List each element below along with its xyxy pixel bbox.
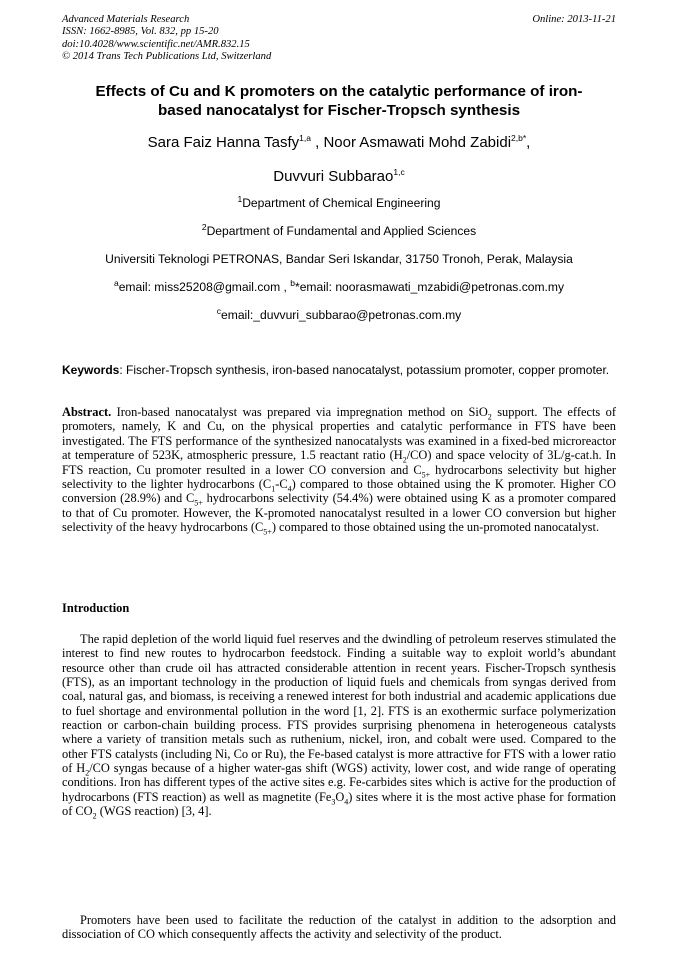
email-c[interactable]: email:_duvvuri_subbarao@petronas.com.my [221, 308, 462, 322]
abstract: Abstract. Iron-based nanocatalyst was prepared via impregnation method on SiO$_2$ support. The effects of promoters, namely, K and Cu, on the physical properties and catalytic performance in FTS have been investigated. The FTS performance of the synthesized nanocatalysts was examined in a fixed-bed microreactor at temperature of 523K, atmospheric pressure, 1.5 reactant ratio $(H_2/CO)$ and space velocity of 3L/g-cat.h. In FTS reaction, Cu promoter resulted in a lower CO conversion and $C_{5+}$ hydrocarbons selectivity but higher selectivity to the lighter hydrocarbons $(C_1-C_4)$ compared to those obtained using the K promoter. Higher CO conversion (28.9%) and $C_{5+}$ hydrocarbons selectivity (54.4%) were obtained using K as a promoter compared to that of Cu promoter. However, the K-promoted nanocatalyst resulted in a lower CO conversion but higher selectivity of the heavy hydrocarbons $(C_{5+})$ compared to those obtained using the un-promoted nanocatalyst. [62, 405, 617, 537]
doi-line: doi:10.4028/www.scientific.net/AMR.832.15 [62, 38, 250, 50]
issn-line: ISSN: 1662-8985, Vol. 832, pp 15-20 [62, 26, 219, 38]
author-1-sup: 1,a [299, 133, 311, 143]
email-line-1: $^a$email: miss25208@gmail.com , $^b$*email: noorasmawati_mzabidi@petronas.com.my [113, 277, 565, 294]
email-line-2: $^c$email:_duvvuri_subbarao@petronas.com.my [216, 305, 462, 322]
paper-title [62, 82, 616, 120]
author-1-name: Sara Faiz Hanna Tasfy [147, 134, 300, 151]
author-2-sup: 2,b* [511, 133, 527, 143]
author-line-2 [62, 160, 616, 194]
online-date: Online: 2013-11-21 [532, 14, 616, 25]
abstract-label: Abstract. [62, 405, 112, 419]
author-list [62, 126, 616, 194]
author-2-name: , Noor Asmawati Mohd Zabidi [310, 134, 512, 151]
author-3-name: Duvvuri Subbarao [273, 168, 394, 185]
copyright-line: © 2014 Trans Tech Publications Ltd, Switzerland [62, 51, 272, 63]
keywords [62, 362, 616, 378]
author-line-1 [62, 126, 616, 160]
affiliation-1-sup: 1 [237, 193, 243, 204]
affiliation-2-sup: 2 [201, 221, 207, 232]
author-separator: , [526, 134, 531, 151]
journal-header [62, 14, 616, 64]
journal-name: Advanced Materials Research [62, 14, 190, 25]
introduction-heading: Introduction [62, 601, 130, 615]
affiliation-1: $^1$Department of Chemical Engineering [237, 193, 441, 210]
keywords-label: Keywords [62, 363, 120, 377]
university-address: Universiti Teknologi PETRONAS, Bandar Seri Iskandar, 31750 Tronoh, Perak, Malaysia [105, 252, 573, 266]
introduction-paragraph-2: Promoters have been used to facilitate the reduction of the catalyst in addition to the adsorption and dissociation of CO which consequently affects the activity and selectivity of the product. [62, 913, 616, 942]
email-b[interactable]: *email: noorasmawati_mzabidi@petronas.com.my [295, 280, 565, 294]
introduction-paragraph-1: The rapid depletion of the world liquid fuel reserves and the dwindling of petroleum reserves stimulated the interest to find new routes to hydrocarbon feedstock. Finding a suitable way to exploit world’s abundant resource other than crude oil has attracted considerable attention in recent years. Fischer-Tropsch synthesis (FTS), as an important technology in the production of liquid fuels and chemicals from syngas derived from coal, natural gas, and biomass, is receiving a renewed interest for both industrial and academic applications due to fuel shortage and environmental pollution in the word [1, 2]. FTS is an exothermic surface polymerization reaction or carbon-chain building process. FTS provides surprising phenomena in heterogeneous catalysts where a variety of transition metals such as ruthenium, nickel, iron, and cobalt were used. Compared to the other FTS catalysts (including Ni, Co or Ru), the Fe-based catalyst is more attractive for FTS with a lower ratio of $H_2/CO$ syngas because of a higher water-gas shift (WGS) activity, lower cost, and wide range of operating conditions. Iron has different types of the active sites e.g. Fe-carbides sites which is active for the production of hydrocarbons (FTS reaction) as well as magnetite $(Fe_3O_4)$ sites where it is the most active phase for formation of $CO_2$ (WGS reaction) [3, 4]. [62, 632, 616, 821]
author-3-sup: 1,c [393, 167, 405, 177]
title-line-1: Effects of Cu and K promoters on the catalytic performance of iron- [95, 83, 583, 100]
email-a[interactable]: email: miss25208@gmail.com , [118, 280, 291, 294]
title-line-2: based nanocatalyst for Fischer-Tropsch synthesis [157, 102, 521, 119]
keywords-text: : Fischer-Tropsch synthesis, iron-based nanocatalyst, potassium promoter, copper promoter. [119, 363, 610, 377]
affiliation-2: $^2$Department of Fundamental and Applied Sciences [201, 221, 477, 238]
